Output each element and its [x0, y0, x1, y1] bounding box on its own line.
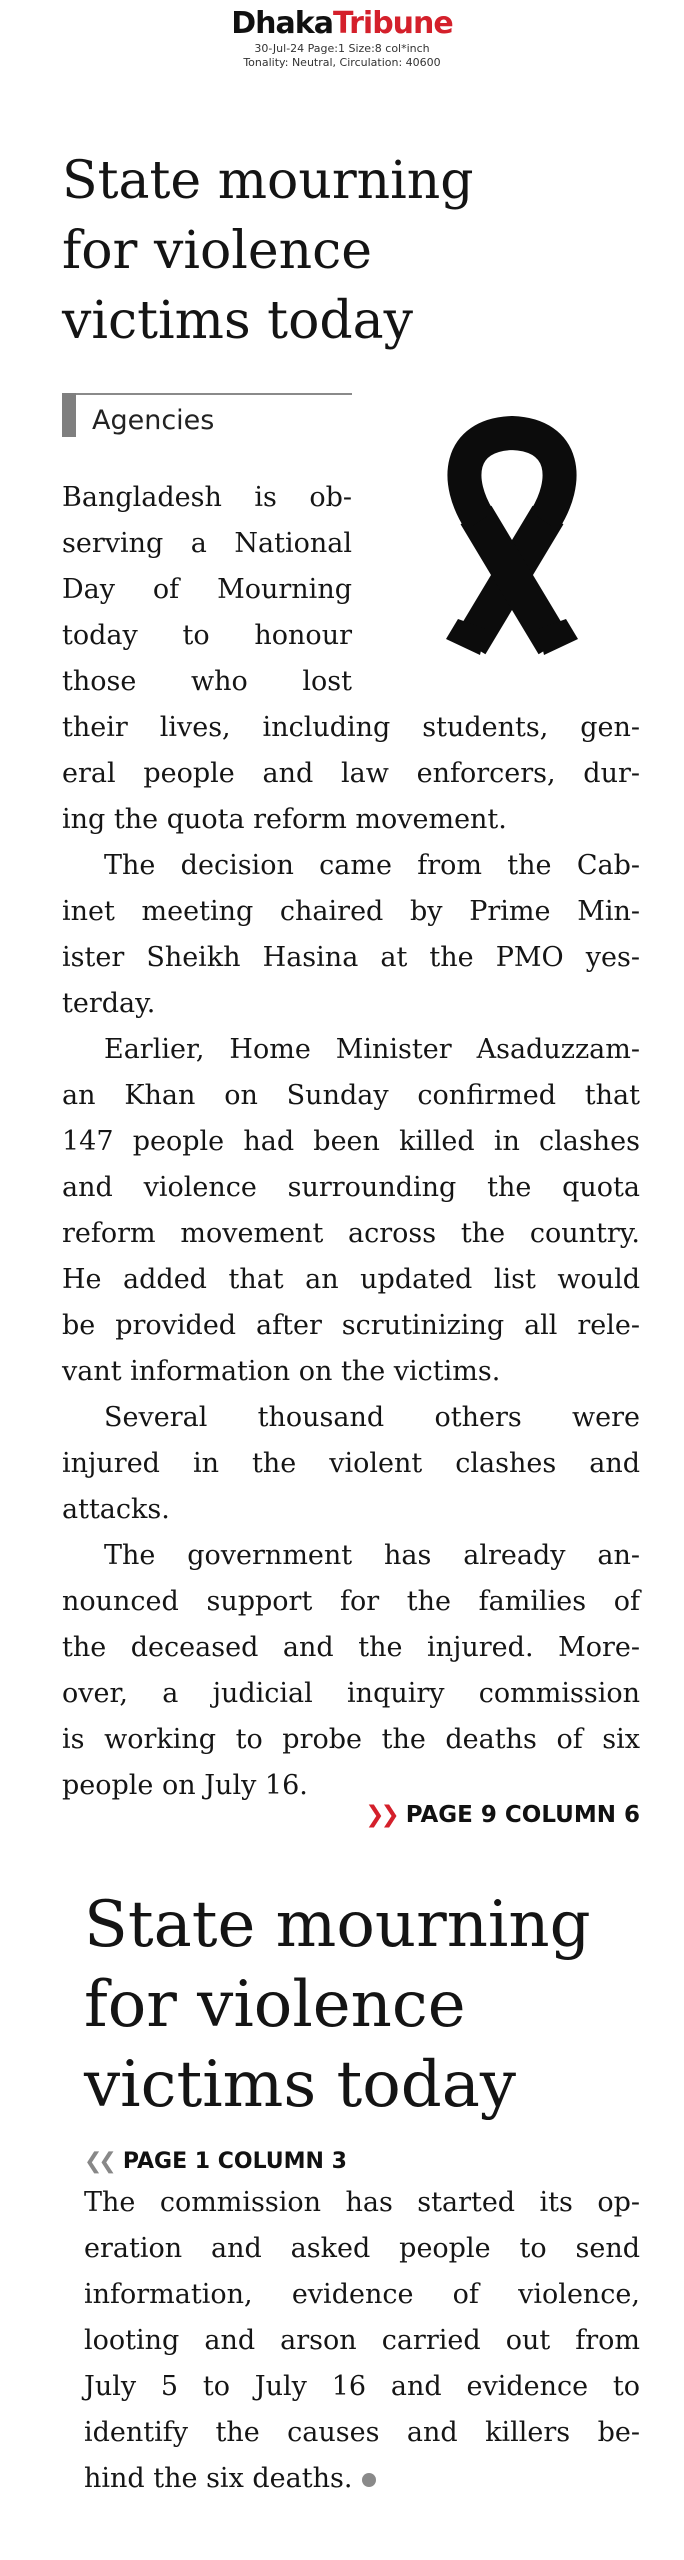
byline-bar [62, 393, 76, 437]
text-line: serving a National [62, 528, 352, 559]
text-line: the deceased and the injured. More- [62, 1632, 640, 1663]
clipping-meta-line1: 30-Jul-24 Page:1 Size:8 col*inch [254, 42, 430, 55]
text-line: The decision came from the Cab- [104, 850, 640, 881]
chevron-right-icon: ❯❯ [365, 1802, 396, 1828]
text-line: attacks. [62, 1494, 170, 1525]
text-line: Bangladesh is ob- [62, 482, 352, 513]
text-line: reform movement across the country. [62, 1218, 640, 1249]
text-line: The government has already an- [104, 1540, 640, 1571]
continuation-headline [84, 1885, 591, 2125]
byline-rule [76, 393, 352, 395]
masthead [0, 6, 684, 70]
headline-line: State mourning [84, 1888, 591, 1962]
text-line: ing the quota reform movement. [62, 804, 507, 835]
continuation-body [84, 2180, 640, 2502]
text-line: today to honour [62, 620, 352, 651]
text-line: an Khan on Sunday confirmed that [62, 1080, 640, 1111]
text-line: their lives, including students, gen- [62, 712, 640, 743]
text-line-end [84, 2456, 640, 2502]
text-line: Several thousand others were [104, 1402, 640, 1433]
clipping-meta-line2: Tonality: Neutral, Circulation: 40600 [243, 56, 441, 69]
text-line: eral people and law enforcers, dur- [62, 758, 640, 789]
jump-from-label: PAGE 1 COLUMN 3 [122, 2149, 347, 2174]
text-line: 147 people had been killed in clashes [62, 1126, 640, 1157]
text-line: vant information on the victims. [62, 1356, 501, 1387]
text-line: injured in the violent clashes and [62, 1448, 640, 1479]
logo-dhaka: Dhaka [231, 6, 333, 41]
headline-line: victims today [84, 2048, 517, 2122]
text-line: is working to probe the deaths of six [62, 1724, 640, 1755]
text-line: information, evidence of violence, [84, 2279, 640, 2310]
text-line: hind the six deaths. [84, 2463, 353, 2494]
text-line: July 5 to July 16 and evidence to [84, 2371, 640, 2402]
text-line: Earlier, Home Minister Asaduzzam- [104, 1034, 640, 1065]
byline-label: Agencies [92, 405, 215, 436]
article-headline [62, 146, 474, 356]
text-line: and violence surrounding the quota [62, 1172, 640, 1203]
text-line: He added that an updated list would [62, 1264, 640, 1295]
jump-label: PAGE 9 COLUMN 6 [405, 1802, 640, 1828]
text-line: eration and asked people to send [84, 2233, 640, 2264]
text-line: The commission has started its op- [84, 2187, 640, 2218]
headline-line: State mourning [62, 151, 474, 211]
text-line: nounced support for the families of [62, 1586, 640, 1617]
continued-on-jump [360, 1800, 640, 1830]
text-line: over, a judicial inquiry commission [62, 1678, 640, 1709]
text-line: be provided after scrutinizing all rele- [62, 1310, 640, 1341]
headline-line: victims today [62, 291, 414, 351]
end-of-story-dot-icon [362, 2473, 376, 2487]
mourning-ribbon-image [388, 393, 636, 659]
text-line: Day of Mourning [62, 574, 352, 605]
text-line: people on July 16. [62, 1770, 308, 1801]
newspaper-logo [0, 6, 684, 42]
byline [62, 393, 352, 439]
mourning-ribbon-icon [388, 393, 636, 659]
headline-line: for violence [84, 1968, 466, 2042]
text-line: those who lost [62, 666, 352, 697]
article-body [62, 705, 640, 1809]
article-lead-paragraph [62, 475, 352, 705]
text-line: looting and arson carried out from [84, 2325, 640, 2356]
continued-from-jump [84, 2148, 347, 2176]
text-line: identify the causes and killers be- [84, 2417, 640, 2448]
text-line: ister Sheikh Hasina at the PMO yes- [62, 942, 640, 973]
text-line: terday. [62, 988, 156, 1019]
text-line: inet meeting chaired by Prime Min- [62, 896, 640, 927]
headline-line: for violence [62, 221, 373, 281]
logo-tribune: Tribune [332, 6, 453, 41]
chevron-left-icon: ❮❮ [84, 2149, 113, 2174]
